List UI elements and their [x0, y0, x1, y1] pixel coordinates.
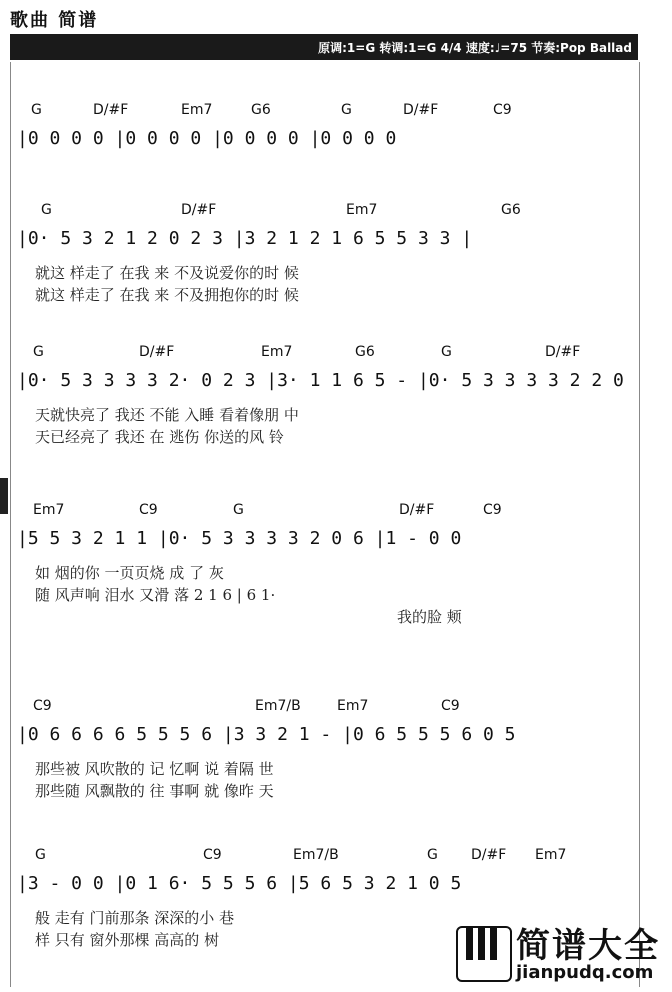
- note-row: |3 - 0 0 |0 1 6· 5 5 5 6 |5 6 5 3 2 1 0 5: [17, 873, 462, 894]
- chord-label: C9: [33, 698, 52, 714]
- logo: [456, 918, 666, 988]
- chord-label: Em7: [535, 847, 567, 863]
- lyric-row: 天就快亮了 我还 不能 入睡 看着像朋 中: [35, 406, 299, 424]
- header-bar: [10, 34, 638, 60]
- note-row: |0· 5 3 3 3 3 2· 0 2 3 |3· 1 1 6 5 - |0· 5 3 3 3 3 2 2 0: [17, 370, 624, 391]
- chord-label: Em7: [33, 502, 65, 518]
- chord-label: Em7: [337, 698, 369, 714]
- note-row: |0· 5 3 2 1 2 0 2 3 |3 2 1 2 1 6 5 5 3 3 |: [17, 228, 473, 249]
- lyric-row: 般 走有 门前那条 深深的小 巷: [35, 909, 235, 927]
- score-line: [11, 344, 639, 474]
- lyric-row: 我的脸 颊: [397, 608, 462, 626]
- chord-label: G: [341, 102, 352, 118]
- chord-label: G: [427, 847, 438, 863]
- chord-label: D/#F: [403, 102, 439, 118]
- top-label: 歌曲 简谱: [10, 10, 99, 31]
- side-tab: [0, 478, 8, 514]
- page-frame: [10, 62, 640, 987]
- score-line: [11, 698, 639, 828]
- chord-label: C9: [441, 698, 460, 714]
- chord-label: G: [35, 847, 46, 863]
- chord-label: G: [41, 202, 52, 218]
- chord-label: G: [31, 102, 42, 118]
- header-text: 原调:1=G 转调:1=G 4/4 速度:♩=75 节奏:Pop Ballad: [318, 40, 632, 55]
- lyric-row: 就这 样走了 在我 来 不及拥抱你的时 候: [35, 286, 299, 304]
- chord-label: C9: [483, 502, 502, 518]
- chord-label: G: [33, 344, 44, 360]
- chord-label: D/#F: [471, 847, 507, 863]
- chord-label: G6: [355, 344, 375, 360]
- chord-label: G6: [501, 202, 521, 218]
- chord-label: G6: [251, 102, 271, 118]
- lyric-row: 那些随 风飘散的 往 事啊 就 像昨 天: [35, 782, 274, 800]
- lyric-row: 那些被 风吹散的 记 忆啊 说 着隔 世: [35, 760, 274, 778]
- chord-label: G: [441, 344, 452, 360]
- lyric-row: 就这 样走了 在我 来 不及说爱你的时 候: [35, 264, 299, 282]
- note-row: |5 5 3 2 1 1 |0· 5 3 3 3 3 2 0 6 |1 - 0 0: [17, 528, 462, 549]
- piano-keys-icon: [456, 926, 512, 982]
- chord-label: D/#F: [399, 502, 435, 518]
- score-line: [11, 202, 639, 332]
- chord-label: Em7/B: [293, 847, 339, 863]
- lyric-row: 随 风声响 泪水 又滑 落 2 1 6 | 6 1·: [35, 586, 276, 604]
- chord-row: [11, 344, 639, 362]
- lyric-row: 样 只有 窗外那棵 高高的 树: [35, 931, 220, 949]
- chord-row: [11, 502, 639, 520]
- logo-text: 简谱大全: [516, 926, 660, 966]
- chord-row: [11, 102, 639, 120]
- chord-label: Em7: [181, 102, 213, 118]
- chord-row: [11, 847, 639, 865]
- chord-label: C9: [139, 502, 158, 518]
- chord-row: [11, 698, 639, 716]
- chord-label: C9: [203, 847, 222, 863]
- chord-label: D/#F: [139, 344, 175, 360]
- chord-label: Em7: [261, 344, 293, 360]
- chord-label: D/#F: [545, 344, 581, 360]
- chord-label: Em7: [346, 202, 378, 218]
- score-line: [11, 502, 639, 632]
- chord-label: G: [233, 502, 244, 518]
- note-row: |0 6 6 6 6 5 5 5 6 |3 3 2 1 - |0 6 5 5 5 6 0 5: [17, 724, 516, 745]
- chord-row: [11, 202, 639, 220]
- lyric-row: 如 烟的你 一页页烧 成 了 灰: [35, 564, 224, 582]
- note-row: |0 0 0 0 |0 0 0 0 |0 0 0 0 |0 0 0 0: [17, 128, 397, 149]
- chord-label: D/#F: [181, 202, 217, 218]
- logo-url: jianpudq.com: [516, 962, 654, 983]
- lyric-row: 天已经亮了 我还 在 逃伤 你送的风 铃: [35, 428, 284, 446]
- chord-label: Em7/B: [255, 698, 301, 714]
- chord-label: D/#F: [93, 102, 129, 118]
- chord-label: C9: [493, 102, 512, 118]
